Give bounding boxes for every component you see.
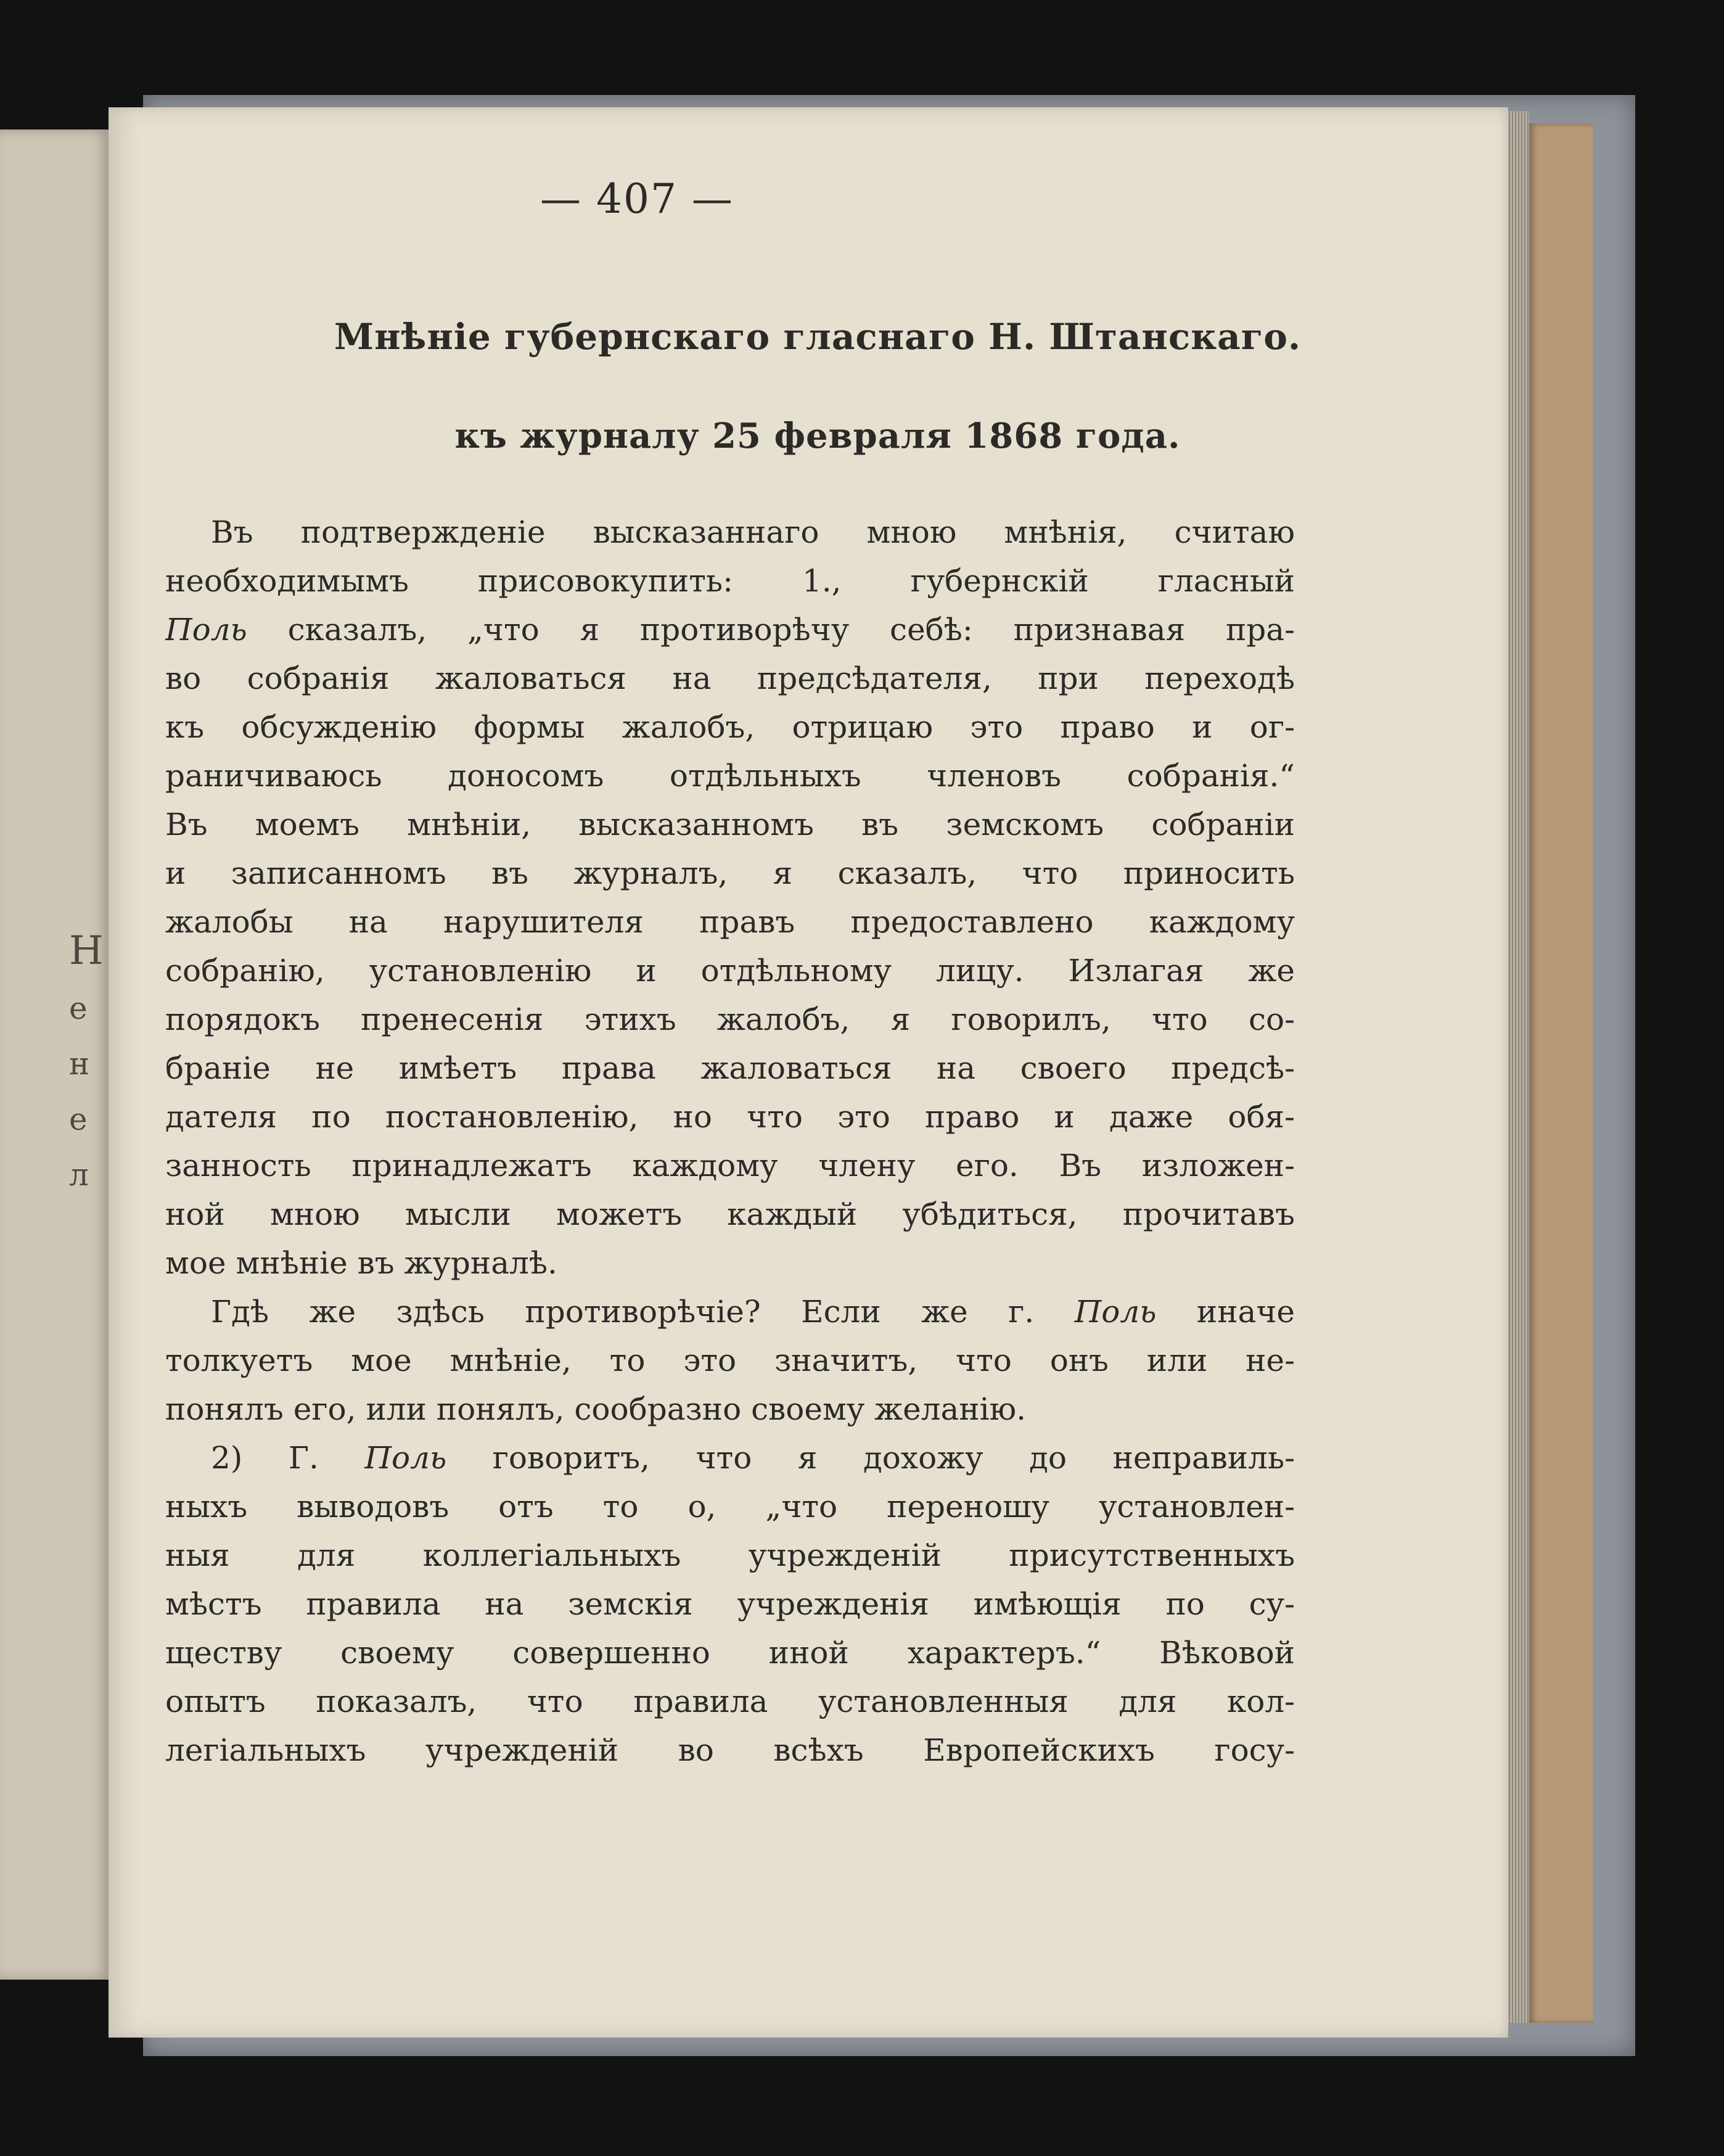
text-line — [165, 849, 1295, 898]
left-page-glyph: е — [69, 990, 88, 1026]
line-text: мѣстъ правила на земскія учрежденія имѣющія по су- — [165, 1586, 1295, 1622]
line-text: браніе не имѣетъ права жаловаться на своего предсѣ- — [165, 1050, 1295, 1086]
line-text: иначе — [1156, 1294, 1295, 1330]
line-text: и записанномъ въ журналъ, я сказалъ, что приносить — [165, 855, 1295, 891]
left-page-glyph: н — [69, 1046, 90, 1082]
text-line — [165, 1336, 1295, 1385]
line-text: говоритъ, что я дохожу до неправиль- — [446, 1440, 1295, 1476]
line-text: ществу своему совершенно иной характеръ.“ Вѣковой — [165, 1635, 1295, 1671]
text-line — [165, 995, 1295, 1044]
line-text: легіальныхъ учрежденій во всѣхъ Европейскихъ госу- — [165, 1732, 1295, 1768]
book-page: — 407 — Мнѣніе губернскаго гласнаго Н. Штанскаго. къ журналу 25 февраля 1868 года. Въ подтвержденіе высказаннаго мною мнѣнія, считаю необходимымъ присовокупить: 1., губернскій гласный Поль сказалъ, „что я противорѣчу себѣ: признавая пра- во собранія жаловаться на предсѣдателя, при переходѣ къ обсужденію формы жалобъ, отрицаю это право и ог- раничиваюсь доносомъ отдѣльныхъ членовъ собранія.“ Въ моемъ мнѣніи, высказанномъ въ земскомъ собраніи и записанномъ въ журналъ, я сказалъ, что приносить жалобы на нарушителя правъ предоставлено каждому собранію, установленію и отдѣльному лицу. Излагая же порядокъ пренесенія этихъ жалобъ, я говорилъ, что со- браніе не имѣетъ права жаловаться на своего предсѣ- дателя по постановленію, но что это право и даже обя- занность принадлежатъ каждому члену его. Въ изложен- ной мною мысли можетъ каждый убѣдиться, прочитавъ мое мнѣніе въ журналѣ. Гдѣ же здѣсь противорѣчіе? Если же г. Поль иначе толкуетъ мое мнѣніе, то это значитъ, что онъ или не- понялъ его, или понялъ, сообразно своему желанію. 2) Г. Поль говоритъ, что я дохожу до неправиль- ныхъ выводовъ отъ то о, „что переношу установлен- ныя для коллегіальныхъ учрежденій присутственныхъ мѣстъ правила на земскія учрежденія имѣющія по су- ществу своему совершенно иной характеръ.“ Вѣковой опытъ показалъ, что правила установленныя для кол- легіальныхъ учрежденій во всѣхъ Европейскихъ госу- — [109, 107, 1508, 2038]
line-text: дателя по постановленію, но что это право и даже обя- — [165, 1099, 1295, 1135]
text-line — [165, 1288, 1295, 1336]
line-text: собранію, установленію и отдѣльному лицу. Излагая же — [165, 953, 1295, 989]
italic-name: Поль — [1074, 1294, 1157, 1330]
back-cover-board — [1529, 123, 1593, 2023]
text-line — [165, 947, 1295, 995]
text-line — [165, 508, 1295, 557]
line-text: ныхъ выводовъ отъ то о, „что переношу установлен- — [165, 1489, 1295, 1524]
line-text: необходимымъ присовокупить: 1., губернскій гласный — [165, 563, 1295, 599]
text-line — [165, 1190, 1295, 1239]
left-page-glyph: Н — [69, 928, 104, 974]
line-text: раничиваюсь доносомъ отдѣльныхъ членовъ собранія.“ — [165, 758, 1295, 794]
text-line — [165, 703, 1295, 752]
italic-name: Поль — [364, 1440, 447, 1476]
text-line — [165, 654, 1295, 703]
text-line — [165, 1580, 1295, 1629]
line-text: Въ подтвержденіе высказаннаго мною мнѣнія, считаю — [211, 514, 1295, 550]
text-line — [165, 557, 1295, 606]
text-line — [165, 1434, 1295, 1483]
text-line — [165, 752, 1295, 800]
line-text: толкуетъ мое мнѣніе, то это значитъ, что онъ или не- — [165, 1343, 1295, 1378]
text-line — [165, 898, 1295, 947]
italic-name: Поль — [165, 612, 247, 648]
line-text: порядокъ пренесенія этихъ жалобъ, я говорилъ, что со- — [165, 1002, 1295, 1037]
line-text: Въ моемъ мнѣніи, высказанномъ въ земскомъ собраніи — [165, 807, 1295, 842]
line-text: Гдѣ же здѣсь противорѣчіе? Если же г. — [211, 1294, 1075, 1330]
line-text: мое мнѣніе въ журналѣ. — [165, 1245, 557, 1281]
text-line — [165, 1677, 1295, 1726]
text-line — [165, 1142, 1295, 1190]
text-line — [165, 606, 1295, 654]
page-subheading: къ журналу 25 февраля 1868 года. — [454, 416, 1181, 456]
line-text: сказалъ, „что я противорѣчу себѣ: признавая пра- — [247, 612, 1295, 648]
text-line — [165, 1093, 1295, 1142]
text-line — [165, 1629, 1295, 1677]
line-text: 2) Г. — [211, 1440, 365, 1476]
text-line — [165, 1385, 1295, 1434]
line-text: во собранія жаловаться на предсѣдателя, при переходѣ — [165, 660, 1295, 696]
text-line — [165, 800, 1295, 849]
page-heading: Мнѣніе губернскаго гласнаго Н. Штанскаго. — [334, 316, 1302, 358]
line-text: ныя для коллегіальныхъ учрежденій присутственныхъ — [165, 1537, 1295, 1573]
line-text: жалобы на нарушителя правъ предоставлено каждому — [165, 904, 1295, 940]
left-page-glyph: е — [69, 1101, 88, 1137]
line-text: ной мною мысли можетъ каждый убѣдиться, прочитавъ — [165, 1196, 1295, 1232]
body-text — [165, 508, 1295, 1775]
text-line — [165, 1483, 1295, 1531]
left-page-glyph: л — [69, 1157, 89, 1193]
line-text: занность принадлежатъ каждому члену его. Въ изложен- — [165, 1148, 1295, 1183]
line-text: понялъ его, или понялъ, сообразно своему желанію. — [165, 1391, 1027, 1427]
page-edges — [1507, 111, 1529, 2023]
text-line — [165, 1044, 1295, 1093]
line-text: къ обсужденію формы жалобъ, отрицаю это право и ог- — [165, 709, 1295, 745]
left-page-edge — [0, 130, 110, 1980]
text-line — [165, 1239, 1295, 1288]
line-text: опытъ показалъ, что правила установленныя для кол- — [165, 1684, 1295, 1719]
text-line — [165, 1531, 1295, 1580]
text-line — [165, 1726, 1295, 1775]
